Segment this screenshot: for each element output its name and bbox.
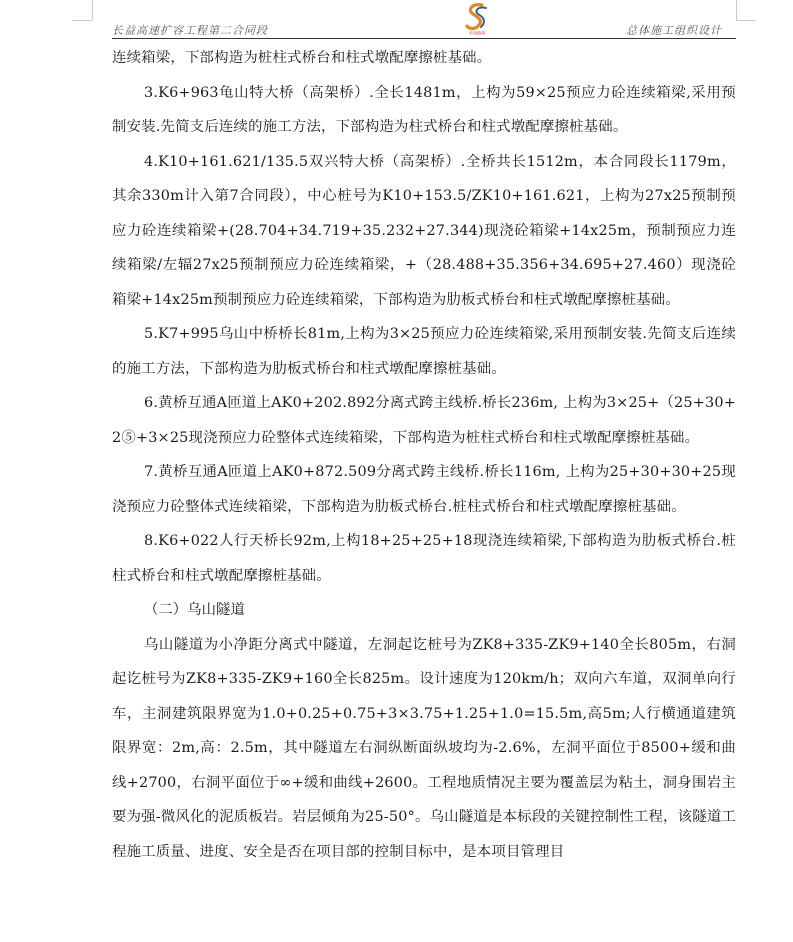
paragraph-bridge-6: 6.黄桥互通A匝道上AK0+202.892分离式跨主线桥.桥长236m, 上构为3×25+（25+30+2⑤+3×25现浇预应力砼整体式连续箱梁，下部构造为桩柱式桥台和柱式墩配摩擦桩基础。 [112, 395, 736, 446]
company-logo-icon [462, 2, 492, 36]
paragraph-continuation: 连续箱梁，下部构造为桩柱式桥台和柱式墩配摩擦桩基础。 [112, 50, 492, 66]
header-document-title: 总体施工组织设计 [626, 24, 722, 37]
document-body [112, 41, 736, 869]
crop-mark [736, 0, 737, 20]
section-heading-tunnel: （二）乌山隧道 [144, 602, 245, 618]
header-rule [112, 38, 736, 39]
svg-text:华西路桥: 华西路桥 [468, 30, 486, 36]
page-header [112, 0, 736, 42]
crop-mark [72, 20, 92, 21]
crop-mark [736, 20, 756, 21]
paragraph-bridge-3: 3.K6+963龟山特大桥（高架桥）.全长1481m，上构为59×25预应力砼连续箱梁,采用预制安装.先简支后连续的施工方法，下部构造为柱式桥台和柱式墩配摩擦桩基础。 [112, 84, 736, 135]
header-project-title: 长益高速扩容工程第二合同段 [112, 24, 268, 37]
paragraph-bridge-8: 8.K6+022人行天桥长92m,上构18+25+25+18现浇连续箱梁,下部构造为肋板式桥台.桩柱式桥台和柱式墩配摩擦桩基础。 [112, 533, 736, 584]
crop-mark [92, 0, 93, 20]
paragraph-tunnel: 乌山隧道为小净距分离式中隧道，左洞起讫桩号为ZK8+335-ZK9+140全长805m，右洞起讫桩号为ZK8+335-ZK9+160全长825m。设计速度为120km/h；双向六车道，双洞单向行车，主洞建筑限界宽为1.0+0.25+0.75+3×3.75+1.25+1.0=15.5m,高5m;人行横通道建筑限界宽：2m,高：2.5m，其中隧道左右洞纵断面纵坡均为-2.6%，左洞平面位于8500+缓和曲线+2700，右洞平面位于∞+缓和曲线+2600。工程地质情况主要为覆盖层为粘土，洞身围岩主要为强-微风化的泥质板岩。岩层倾角为25-50°。乌山隧道是本标段的关键控制性工程，该隧道工程施工质量、进度、安全是否在项目部的控制目标中，是本项目管理目 [112, 636, 736, 860]
paragraph-bridge-7: 7.黄桥互通A匝道上AK0+872.509分离式跨主线桥.桥长116m, 上构为25+30+30+25现浇预应力砼整体式连续箱梁，下部构造为肋板式桥台.桩柱式桥台和柱式墩配摩擦桩基础。 [112, 464, 736, 515]
paragraph-bridge-4: 4.K10+161.621/135.5双兴特大桥（高架桥）.全桥共长1512m，本合同段长1179m，其余330m计入第7合同段），中心桩号为K10+153.5/ZK10+161.621，上构为27x25预制预应力砼连续箱梁+(28.704+34.719+35.232+27.344)现浇砼箱梁+14x25m，预制预应力连续箱梁/左辐27x25预制预应力砼连续箱梁，+（28.488+35.356+34.695+27.460）现浇砼箱梁+14x25m预制预应力砼连续箱梁，下部构造为肋板式桥台和柱式墩配摩擦桩基础。 [112, 153, 736, 308]
paragraph-bridge-5: 5.K7+995乌山中桥桥长81m,上构为3×25预应力砼连续箱梁,采用预制安装.先简支后连续的施工方法，下部构造为肋板式桥台和柱式墩配摩擦桩基础。 [112, 326, 736, 377]
